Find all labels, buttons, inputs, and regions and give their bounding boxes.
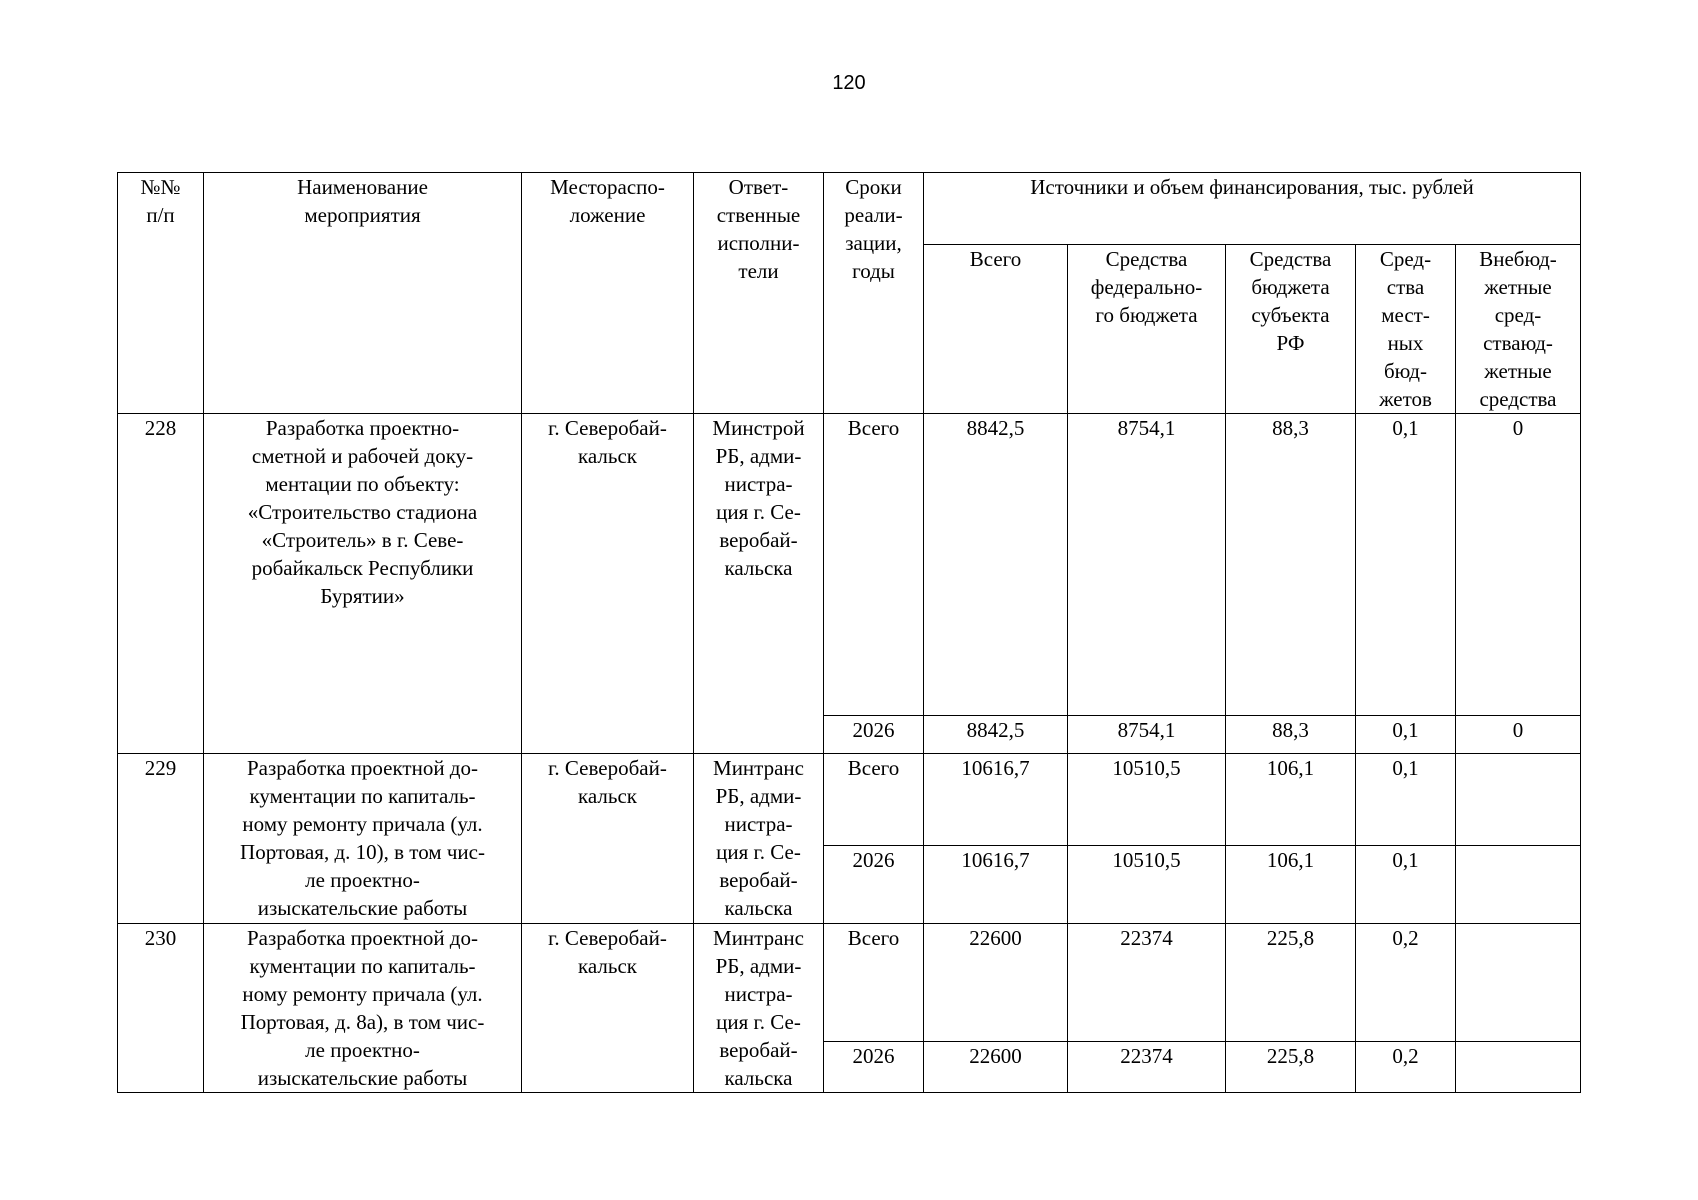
header-extra: Внебюд- жетные сред- стваюд- жетные средства <box>1456 245 1581 414</box>
financing-table <box>117 172 1581 1093</box>
row-location: г. Северобай- кальск <box>522 414 694 754</box>
row-term: 2026 <box>824 846 924 924</box>
row-extra: 0 <box>1456 414 1581 716</box>
row-local: 0,1 <box>1356 716 1456 754</box>
row-name: Разработка проектной до- кументации по капиталь- ному ремонту причала (ул. Портовая, д. 10), в том чис- ле проектно- изыскательские работы <box>204 754 522 924</box>
row-num: 228 <box>118 414 204 754</box>
header-num: №№ п/п <box>118 173 204 414</box>
header-name: Наименование мероприятия <box>204 173 522 414</box>
row-federal: 22374 <box>1068 924 1226 1042</box>
row-federal: 10510,5 <box>1068 754 1226 846</box>
row-federal: 10510,5 <box>1068 846 1226 924</box>
row-num: 229 <box>118 754 204 924</box>
header-total: Всего <box>924 245 1068 414</box>
row-subject: 106,1 <box>1226 754 1356 846</box>
row-total: 8842,5 <box>924 414 1068 716</box>
row-location: г. Северобай- кальск <box>522 754 694 924</box>
row-extra <box>1456 924 1581 1042</box>
row-local: 0,1 <box>1356 414 1456 716</box>
row-federal: 8754,1 <box>1068 716 1226 754</box>
table-row <box>118 924 1581 1042</box>
header-local: Сред- ства мест- ных бюд- жетов <box>1356 245 1456 414</box>
row-executors: Минстрой РБ, адми- нистра- ция г. Се- веробай- кальска <box>694 414 824 754</box>
row-extra: 0 <box>1456 716 1581 754</box>
row-total: 10616,7 <box>924 754 1068 846</box>
row-term: 2026 <box>824 1041 924 1092</box>
row-total: 22600 <box>924 924 1068 1042</box>
row-executors: Минтранс РБ, адми- нистра- ция г. Се- веробай- кальска <box>694 924 824 1093</box>
header-federal: Средства федерально- го бюджета <box>1068 245 1226 414</box>
row-subject: 225,8 <box>1226 924 1356 1042</box>
row-extra <box>1456 754 1581 846</box>
row-name: Разработка проектной до- кументации по капиталь- ному ремонту причала (ул. Портовая, д. 8а), в том чис- ле проектно- изыскательские работы <box>204 924 522 1093</box>
row-subject: 225,8 <box>1226 1041 1356 1092</box>
table-row <box>118 414 1581 716</box>
row-extra <box>1456 1041 1581 1092</box>
row-name: Разработка проектно- сметной и рабочей доку- ментации по объекту: «Строительство стадиона «Строитель» в г. Севе- робайкальск Республики Бурятии» <box>204 414 522 754</box>
row-local: 0,1 <box>1356 754 1456 846</box>
row-location: г. Северобай- кальск <box>522 924 694 1093</box>
header-location: Местораспо- ложение <box>522 173 694 414</box>
header-sources: Источники и объем финансирования, тыс. рублей <box>924 173 1581 245</box>
row-total: 22600 <box>924 1041 1068 1092</box>
row-term: 2026 <box>824 716 924 754</box>
row-extra <box>1456 846 1581 924</box>
row-executors: Минтранс РБ, адми- нистра- ция г. Се- веробай- кальска <box>694 754 824 924</box>
header-executors: Ответ- ственные исполни- тели <box>694 173 824 414</box>
row-total: 8842,5 <box>924 716 1068 754</box>
row-term: Всего <box>824 924 924 1042</box>
row-local: 0,2 <box>1356 924 1456 1042</box>
header-subject: Средства бюджета субъекта РФ <box>1226 245 1356 414</box>
row-total: 10616,7 <box>924 846 1068 924</box>
table-row <box>118 754 1581 846</box>
page-number: 120 <box>832 72 866 94</box>
header-terms: Сроки реали- зации, годы <box>824 173 924 414</box>
row-subject: 88,3 <box>1226 414 1356 716</box>
row-subject: 88,3 <box>1226 716 1356 754</box>
row-local: 0,2 <box>1356 1041 1456 1092</box>
row-federal: 22374 <box>1068 1041 1226 1092</box>
row-num: 230 <box>118 924 204 1093</box>
row-term: Всего <box>824 754 924 846</box>
row-subject: 106,1 <box>1226 846 1356 924</box>
row-local: 0,1 <box>1356 846 1456 924</box>
row-federal: 8754,1 <box>1068 414 1226 716</box>
table-header-row <box>118 173 1581 245</box>
row-term: Всего <box>824 414 924 716</box>
